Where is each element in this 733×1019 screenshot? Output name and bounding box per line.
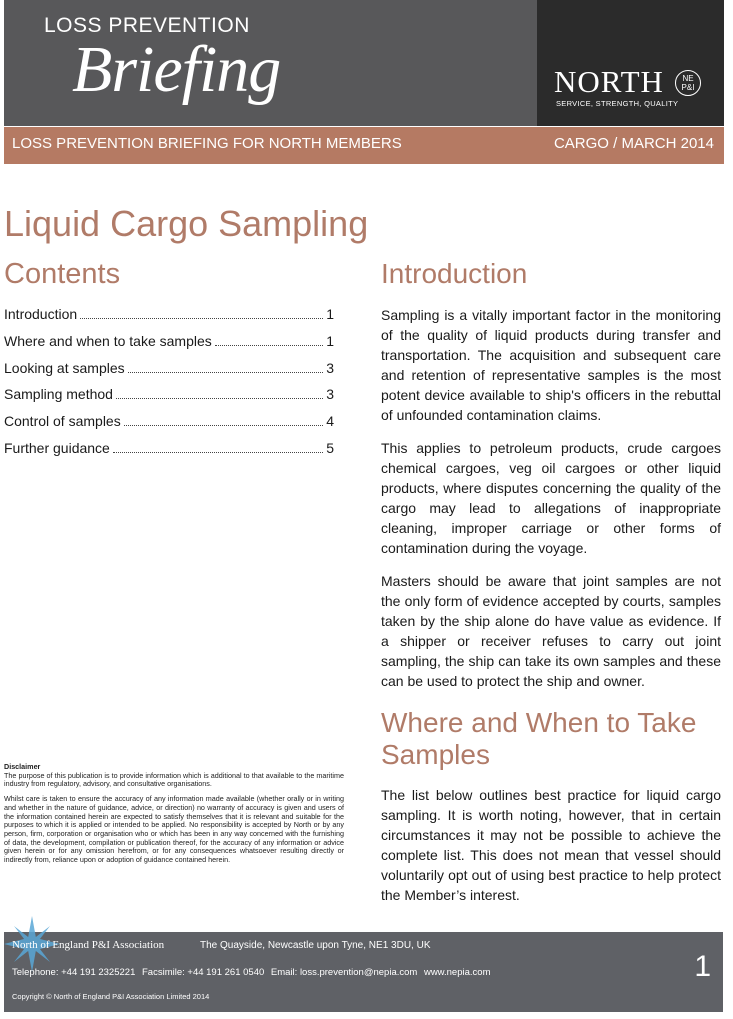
table-of-contents — [4, 306, 334, 467]
toc-page: 1 — [326, 332, 334, 349]
toc-label: Sampling method — [4, 386, 113, 403]
document-title: Liquid Cargo Sampling — [4, 203, 369, 244]
band-title: LOSS PREVENTION BRIEFING FOR NORTH MEMBERS — [12, 135, 402, 152]
introduction-paragraph-3: Masters should be aware that joint samples are not the only form of evidence accepted by courts, samples taken by the ship alone do have value as evidence. If a shipper or receiver refuses to carry out joint sampling, the ship can take its own samples and these can be used to protect the ship and owner. — [381, 573, 721, 689]
header — [4, 0, 724, 126]
footer-contact — [12, 967, 494, 978]
toc-label: Looking at samples — [4, 359, 125, 376]
disclaimer-paragraph-1: The purpose of this publication is to provide information which is additional to that available to the maritime industry from regulatory, advisory, and consultative organisations. — [4, 770, 344, 789]
nepi-badge-icon — [675, 70, 701, 96]
band-issue: CARGO / MARCH 2014 — [553, 135, 714, 152]
toc-leader — [215, 345, 323, 346]
toc-leader — [124, 425, 323, 426]
disclaimer — [4, 763, 344, 871]
toc-entry-method[interactable] — [4, 386, 334, 413]
toc-page: 3 — [326, 359, 334, 376]
contents-heading: Contents — [4, 258, 121, 290]
toc-leader — [80, 318, 323, 319]
toc-page: 5 — [326, 439, 334, 456]
where-when-heading: Where and When to Take Samples — [381, 707, 697, 770]
where-when-paragraph: The list below outlines best practice for liquid cargo sampling. It is worth noting, however, that in certain circumstances it may not be possible to achieve the complete list. This does not mean that vessel should voluntarily opt out of using best practice to help protect the Member’s interest. — [381, 787, 721, 903]
header-big-title: Briefing — [72, 33, 281, 106]
introduction-heading: Introduction — [381, 258, 528, 289]
toc-page: 1 — [326, 306, 334, 322]
toc-entry-looking[interactable] — [4, 360, 334, 387]
toc-page: 3 — [326, 386, 334, 403]
toc-leader — [116, 398, 323, 399]
category-band — [4, 127, 724, 164]
toc-label: Where and when to take samples — [4, 332, 212, 349]
toc-entry-where-when[interactable] — [4, 333, 334, 360]
toc-entry-control[interactable] — [4, 413, 334, 440]
disclaimer-heading: Disclaimer — [4, 762, 41, 771]
footer-copyright: Copyright © North of England P&I Association Limited 2014 — [12, 992, 210, 1001]
north-logo: NORTH — [554, 64, 664, 99]
toc-leader — [128, 372, 324, 373]
badge-bottom: P&I — [681, 83, 695, 92]
footer-website-link[interactable]: www.nepia.com — [423, 967, 491, 978]
footer-association: North of England P&I Association — [12, 939, 165, 951]
toc-label: Introduction — [4, 306, 78, 322]
introduction-paragraph-1: Sampling is a vitally important factor in the monitoring of the quality of liquid products during transfer and transportation. The acquisition and subsequent care and retention of representative samples is the most potent device available to ship's officers in the rebuttal of unfounded contamination claims. — [381, 307, 721, 423]
toc-label: Control of samples — [4, 413, 121, 430]
toc-entry-further[interactable] — [4, 440, 334, 467]
header-small-title: LOSS PREVENTION — [44, 14, 250, 37]
badge-top: NE — [682, 74, 694, 83]
page-number: 1 — [694, 950, 711, 983]
toc-page: 4 — [326, 413, 334, 430]
toc-entry-introduction[interactable] — [4, 306, 334, 333]
introduction-paragraph-2: This applies to petroleum products, crude cargoes chemical cargoes, veg oil cargoes or other liquid products, where disputes concerning the quality of the cargo may lead to allegations of inappropriate cleaning, improper carriage or other forms of contamination during the voyage. — [381, 440, 721, 556]
footer — [4, 932, 723, 1012]
toc-leader — [113, 452, 323, 453]
footer-telephone: Telephone: +44 191 2325221 — [12, 967, 136, 978]
footer-address: The Quayside, Newcastle upon Tyne, NE1 3DU, UK — [200, 940, 431, 951]
footer-facsimile: Facsimile: +44 191 261 0540 — [142, 967, 265, 978]
north-tagline: SERVICE, STRENGTH, QUALITY — [556, 99, 679, 108]
disclaimer-paragraph-2: Whilst care is taken to ensure the accuracy of any information made available (whether orally or in writing and whether in the nature of guidance, advice, or direction) no warranty of accuracy is given and users of the information contained herein are expected to satisfy themselves that it is relevant and suitable for the purposes to which it is applied or intended to be applied. No responsibility is accepted by North or by any person, firm, corporation or organisation who or which has been in any way concerned with the furnishing of data, the development, compilation or publication thereof, for the accuracy of any information or advice given herein or for any omission herefrom, or for any consequences whatsoever resulting directly or indirectly from, reliance upon or adoption of guidance contained herein. — [4, 794, 344, 865]
toc-label: Further guidance — [4, 439, 110, 456]
footer-email-link[interactable]: Email: loss.prevention@nepia.com — [270, 967, 418, 978]
header-title-panel — [4, 0, 537, 126]
